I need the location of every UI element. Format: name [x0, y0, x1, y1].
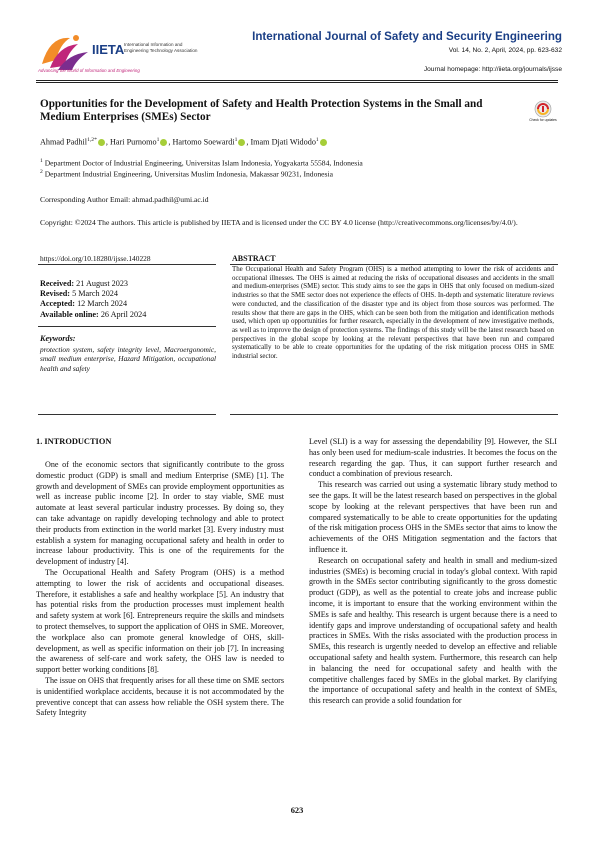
- date-label: Available online:: [40, 309, 99, 319]
- article-title: Opportunities for the Development of Safety and Health Protection Systems in the Small and Medium Enterprises (SMEs) Sector: [40, 98, 483, 124]
- affiliation-text: Department Doctor of Industrial Engineering, Universitas Islam Indonesia, Yogyakarta 55584, Indonesia: [44, 158, 363, 168]
- date-received: [40, 279, 146, 289]
- date-value: 5 March 2024: [72, 289, 118, 299]
- abstract-divider-top: [230, 264, 558, 265]
- badge-label: Check for updates: [529, 118, 557, 122]
- affiliation-sup: 2: [40, 169, 43, 175]
- logo-text-line1: International Information and: [124, 42, 183, 47]
- date-label: Accepted:: [40, 299, 76, 309]
- body-paragraph: This research was carried out using a systematic library study method to see the gaps. It will be the latest research based on perspectives in the global scope by looking at the relevant perspectives that have been run and compared systematically to be able to create opportunities for the updating of the risk mitigation process OHS in the SMEs sector that aims to know the achievements of the OHS Mitigation segmentation and the factors that influence it.: [309, 480, 557, 554]
- affiliation-text: Department Industrial Engineering, Universitas Muslim Indonesia, Makassar 90231, Indonesia: [44, 169, 333, 179]
- keywords-heading: Keywords:: [40, 334, 76, 343]
- header-divider-thin: [36, 82, 558, 83]
- corresponding-author[interactable]: Corresponding Author Email: ahmad.padhil@umi.ac.id: [40, 195, 209, 204]
- author-sup: 1: [315, 137, 319, 143]
- header-divider: [36, 80, 558, 81]
- author-name[interactable]: Hari Purnomo: [109, 137, 157, 147]
- abstract-divider-bottom: [230, 414, 558, 415]
- abstract-heading: ABSTRACT: [232, 254, 276, 263]
- copyright-notice: Copyright: ©2024 The authors. This article is published by IIETA and is licensed under the CC BY 4.0 license (http://creativecommons.org/licenses/by/4.0/).: [40, 218, 518, 227]
- author-list: Ahmad Padhil$^{1,2*}$ , Hari Purnomo$^1$ , Hartomo Soewardi$^1$ , Imam Djati Widodo$^1$: [40, 137, 328, 147]
- journal-title: International Journal of Safety and Security Engineering: [252, 30, 562, 43]
- orcid-icon[interactable]: [320, 139, 327, 146]
- author-name[interactable]: Ahmad Padhil: [40, 137, 88, 147]
- article-dates: [40, 279, 146, 320]
- orcid-icon[interactable]: [98, 139, 105, 146]
- orcid-icon[interactable]: [160, 139, 167, 146]
- body-paragraph: The Occupational Health and Safety Program (OHS) is a method attempting to lower the risk of accidents and occupational diseases. Therefore, it establishes a safe and healthy workplace [5]. An industry that has potential risks from the production processes must implement health and safety system at work [6]. Entrepreneurs require the skills and mindsets to protect themselves, to support the application of OHS in SME. Moreover, the workplace also can promote general knowledge of OHS, skill-development, as well as specific information on their job [7]. In increasing the awareness of self-care and work safety, the OHS law is needed to support better working conditions [8].: [36, 567, 284, 675]
- body-paragraph: Level (SLI) is a way for assessing the dependability [9]. However, the SLI has only been used for medium-scale industries. It becomes the focus on the research regarding the gap. Thus, it can support further research and conduct a combination of previous research.: [309, 437, 557, 479]
- keywords-list: protection system, safety integrity level, Macroergonomic, small medium enterprise, Hazard Mitigation, occupational health and safety: [40, 345, 216, 373]
- date-accepted: [40, 299, 146, 309]
- logo-text-line2: Engineering Technology Association: [124, 48, 198, 53]
- date-value: 12 March 2024: [77, 299, 128, 309]
- logo-brand: IIETA: [92, 42, 125, 57]
- section-heading: 1. INTRODUCTION: [36, 437, 112, 446]
- affiliation: [40, 158, 363, 168]
- doi-link[interactable]: https://doi.org/10.18280/ijsse.140228: [40, 254, 151, 263]
- date-value: 21 August 2023: [76, 279, 129, 288]
- affiliation: [40, 169, 333, 179]
- info-divider-bottom: [38, 414, 216, 415]
- body-column-right: [309, 437, 557, 707]
- info-divider-top: [38, 264, 216, 265]
- author-sup: 1: [156, 137, 160, 143]
- body-paragraph: One of the economic sectors that significantly contribute to the gross domestic product (GDP) is small and medium Enterprise (SME) [1]. The growth and development of SMEs can provide employment opportunities as well as increase public income [2]. In order to stay viable, SME must automate at least several particular industry processes. By doing so, they can take advantage on rapidly developing technology and able to protect their products from extinction in the world market [3]. Every industry must establish a system for managing occupational safety and health in order to increase labour productivity. This is one of the requirements for the development of industry [4].: [36, 460, 284, 567]
- abstract-text: The Occupational Health and Safety Program (OHS) is a method attempting to lower the risk of accidents and occupational illnesses. The OHS is aimed at reducing the risks of occupational diseases and accidents in the small and medium-enterprises (SME) sector. This study aims to see the gaps in OHS that only focused on medium-sized industries so that the SME sector does not experience the effects of OHS. In-depth and systematic literature reviews were conducted, and the classification of the disaster type and its object from those sources was performed. The results show that there are gaps in the OHS, which can be seen both from the mitigation and identification methods used, which open up opportunities for further research, especially in the development of new investigative methods, as well as to improve the design of protection systems. The findings of this study will be the latest research based on perspectives in the global scope by looking at the relevant perspectives that have been run and compared systematically to be able to create opportunities for the updating of the risk mitigation process OHS in SME industrial sector.: [232, 266, 554, 361]
- author-name[interactable]: Imam Djati Widodo: [250, 137, 316, 147]
- journal-homepage-link[interactable]: Journal homepage: http://iieta.org/journals/ijsse: [423, 66, 562, 73]
- info-divider-mid: [38, 326, 216, 327]
- body-paragraph: The issue on OHS that frequently arises for all these time on SME sectors is unidentified workplace accidents, because it is not accommodated by the preventive concept that can assess how reliable the OSH system there. The Safety Integrity: [36, 675, 284, 718]
- publisher-logo: [36, 30, 216, 78]
- author-name[interactable]: Hartomo Soewardi: [172, 137, 235, 147]
- author-sup: 1,2*: [87, 137, 97, 143]
- affiliation-sup: 1: [40, 158, 43, 164]
- page-number: 623: [290, 806, 304, 815]
- date-label: Revised:: [40, 289, 71, 299]
- orcid-icon[interactable]: [238, 139, 245, 146]
- date-online: [40, 310, 146, 320]
- author-sup: 1: [234, 137, 238, 143]
- date-revised: [40, 289, 146, 299]
- logo-tagline: Advancing the World of Information and Engineering: [38, 68, 140, 73]
- body-column-left: [36, 460, 284, 719]
- date-value: 26 April 2024: [100, 309, 147, 319]
- body-paragraph: Research on occupational safety and health in small and medium-sized industries (SMEs) is becoming crucial in today's global context. With rapid growth in the SMEs sector contributing significantly to the gross domestic product (GDP), as well as the potential to create jobs and increase public income, it is important to ensure that the working environment within the SMEs is safe and healthy. This research is urgent because there is a need to identify gaps and improve understanding of occupational safety and health practices in SMEs. With the risks associated with the production process in SMEs, this research is urgently needed to develop an effective and reliable occupational safety and health system. Furthermore, this research can help in balancing the need for occupational safety and health with the competitive challenges faced by SMEs in the global market. By clarifying the importance of occupational safety and health in the context of SMEs, this research can provide a solid foundation for: [309, 555, 557, 706]
- journal-volume: Vol. 14, No. 2, April, 2024, pp. 623-632: [448, 47, 562, 54]
- check-for-updates-badge[interactable]: [529, 98, 557, 126]
- date-label: Received:: [40, 279, 75, 288]
